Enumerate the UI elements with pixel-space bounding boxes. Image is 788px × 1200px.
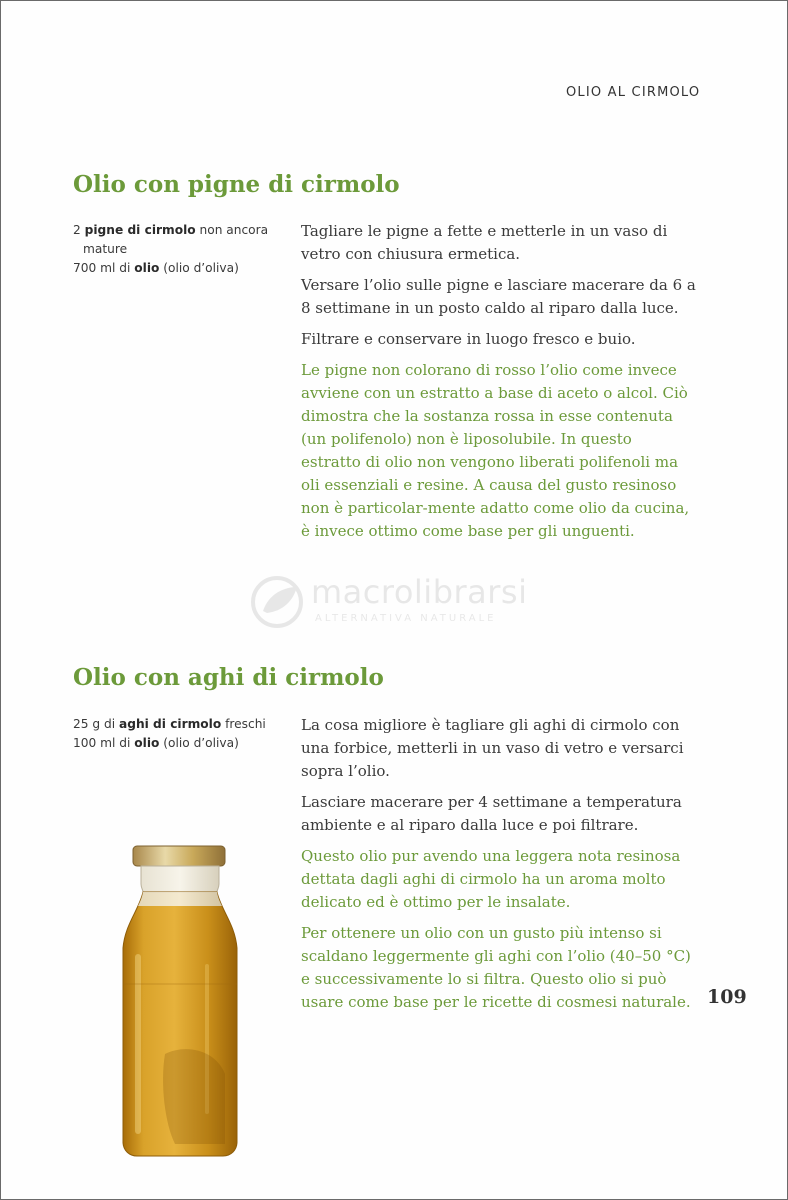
- instruction-paragraph: Filtrare e conservare in luogo fresco e buio.: [301, 330, 636, 348]
- note-paragraph: Le pigne non colorano di rosso l’olio come invece avviene con un estratto a base di aceto o alcol. Ciò dimostra che la sostanza rossa in esse contenuta (un polifenolo) non è liposolubile. In questo estratto di olio non vengono liberati polifenoli ma oli essenziali e resine. A causa del gusto resinoso non è particolar-mente adatto come olio da cucina, è invece ottimo come base per gli unguenti.: [301, 361, 690, 540]
- leaf-logo-icon: [249, 575, 307, 629]
- watermark-tagline: ALTERNATIVA NATURALE: [315, 613, 497, 624]
- ingredient-item: 700 ml di olio (olio d’oliva): [73, 261, 239, 275]
- watermark: [249, 573, 569, 633]
- recipe-title-aghi: Olio con aghi di cirmolo: [73, 664, 384, 691]
- ingredient-item: 100 ml di olio (olio d’oliva): [73, 736, 239, 750]
- recipe-title-pigne: Olio con pigne di cirmolo: [73, 171, 400, 198]
- instruction-paragraph: Versare l’olio sulle pigne e lasciare macerare da 6 a 8 settimane in un posto caldo al riparo dalla luce.: [301, 276, 696, 317]
- ingredients-list-pigne: [73, 221, 273, 278]
- oil-bottle-image: [105, 844, 255, 1159]
- note-paragraph: Per ottenere un olio con un gusto più intenso si scaldano leggermente gli aghi con l’olio (40–50 °C) e successivamente lo si filtra. Questo olio si può usare come base per le ricette di cosmesi naturale.: [301, 924, 691, 1011]
- running-head: OLIO AL CIRMOLO: [566, 85, 701, 100]
- instruction-paragraph: Lasciare macerare per 4 settimane a temperatura ambiente e al riparo dalla luce e poi filtrare.: [301, 793, 682, 834]
- recipe-body-aghi: [301, 714, 696, 1022]
- ingredient-item: 2 pigne di cirmolo non ancora mature: [73, 223, 269, 256]
- instruction-paragraph: Tagliare le pigne a fette e metterle in un vaso di vetro con chiusura ermetica.: [301, 222, 668, 263]
- recipe-body-pigne: [301, 220, 696, 551]
- ingredients-list-aghi: [73, 715, 273, 753]
- note-paragraph: Questo olio pur avendo una leggera nota resinosa dettata dagli aghi di cirmolo ha un aroma molto delicato ed è ottimo per le insalate.: [301, 847, 681, 911]
- page-number: 109: [707, 986, 747, 1008]
- ingredient-item: 25 g di aghi di cirmolo freschi: [73, 717, 266, 731]
- watermark-name: macrolibrarsi: [311, 573, 528, 611]
- instruction-paragraph: La cosa migliore è tagliare gli aghi di cirmolo con una forbice, metterli in un vaso di vetro e versarci sopra l’olio.: [301, 716, 684, 780]
